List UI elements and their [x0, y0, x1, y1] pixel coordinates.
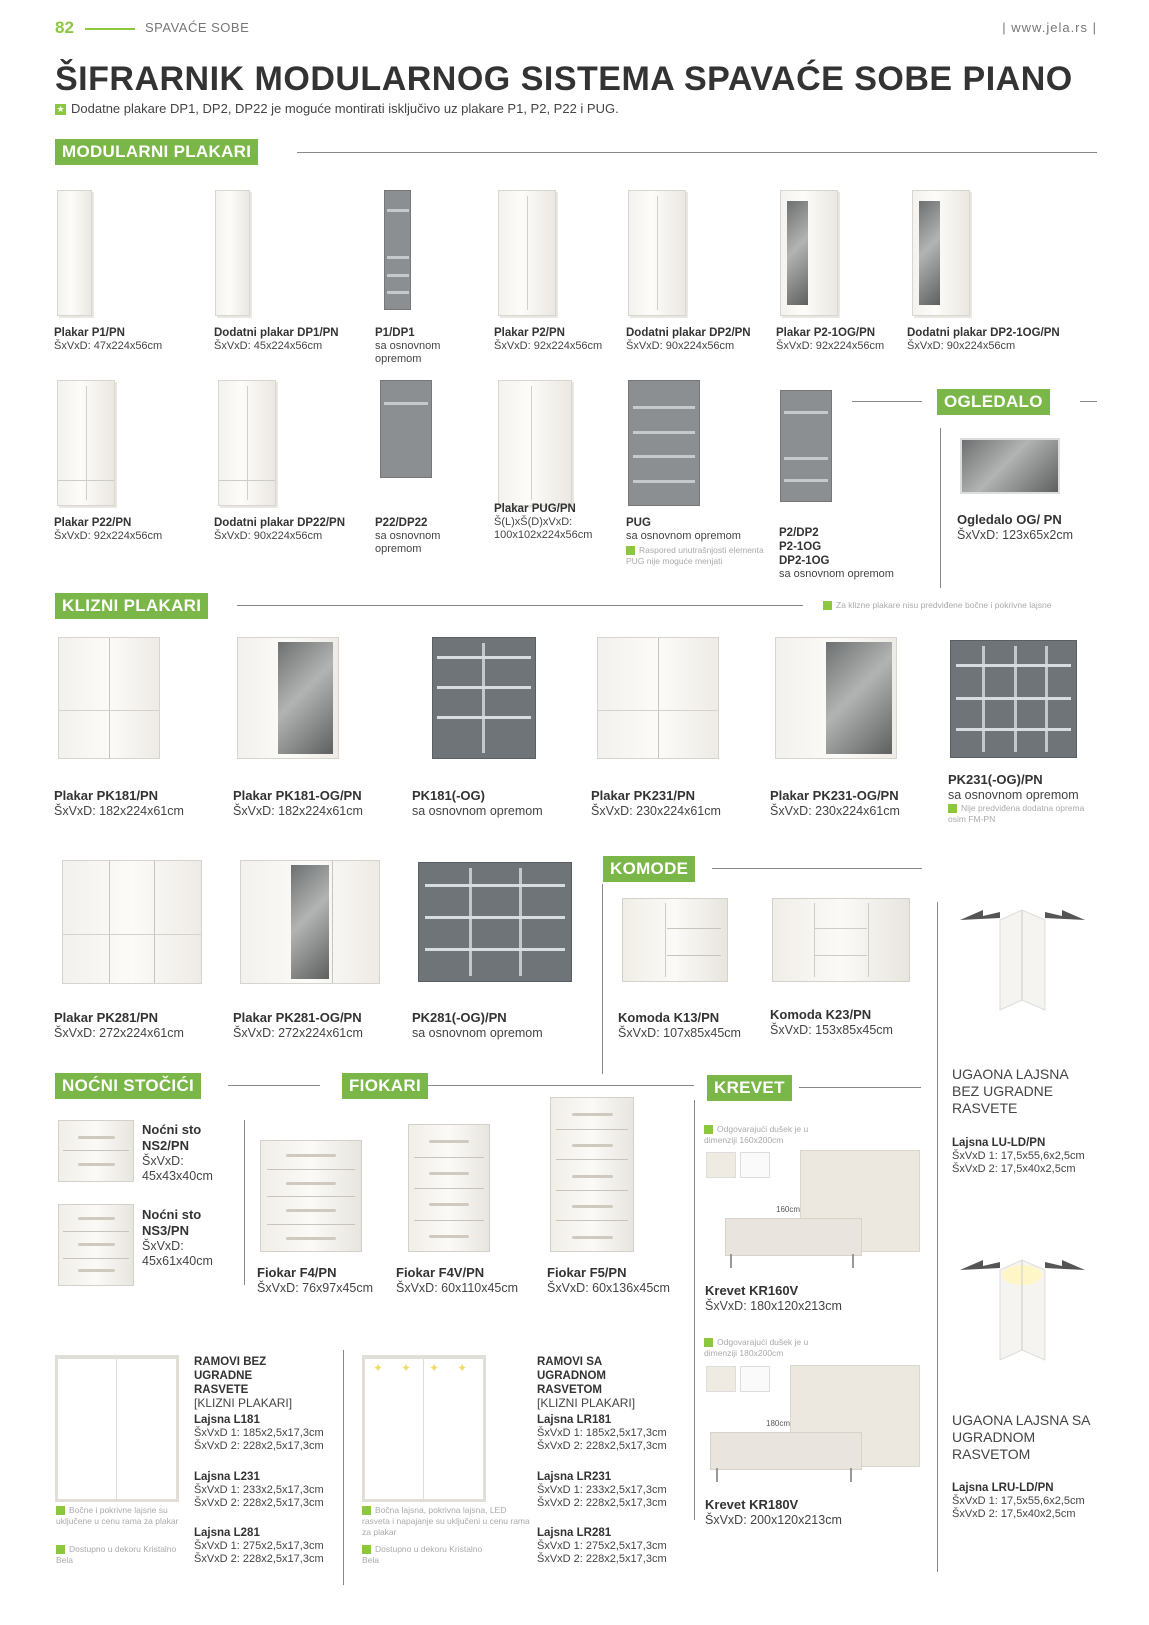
product-pk181: Plakar PK181/PN ŠxVxD: 182x224x61cm	[54, 788, 184, 818]
section-nightstands: NOĆNI STOČIĆI	[55, 1073, 201, 1099]
sliding-pk231-interior-image	[950, 640, 1077, 758]
star-icon	[362, 1545, 371, 1554]
sliding-pk231-image	[597, 637, 719, 759]
product-p1-dp1: P1/DP1 sa osnovnom opremom	[375, 327, 441, 365]
product-pk281-interior: PK281(-OG)/PN sa osnovnom opremom	[412, 1010, 543, 1040]
section-sliding: KLIZNI PLAKARI	[55, 593, 208, 619]
star-icon	[56, 1545, 65, 1554]
divider	[937, 902, 938, 1572]
section-dressers: KOMODE	[603, 856, 695, 882]
product-pk281: Plakar PK281/PN ŠxVxD: 272x224x61cm	[54, 1010, 184, 1040]
wardrobe-p2-1og-image	[780, 190, 838, 316]
wardrobe-pug-interior-image	[628, 380, 700, 506]
divider	[940, 428, 941, 588]
frames-plain-note2: Dostupno u dekoru Kristalno Bela	[56, 1544, 177, 1565]
product-lr181: Lajsna LR181 ŠxVxD 1: 185x2,5x17,3cm ŠxVxD 2: 228x2,5x17,3cm	[537, 1414, 667, 1452]
website-link[interactable]: | www.jela.rs |	[1002, 20, 1097, 35]
star-icon	[948, 804, 957, 813]
product-pk231-interior: PK231(-OG)/PN sa osnovnom opremom Nije predviđena dodatna oprema osim FM-PN	[948, 772, 1085, 824]
product-f4v: Fiokar F4V/PN ŠxVxD: 60x110x45cm	[396, 1265, 519, 1295]
wardrobe-dp1-image	[215, 190, 250, 316]
frames-plain-title: RAMOVI BEZ UGRADNE RASVETE [KLIZNI PLAKARI]	[194, 1356, 293, 1410]
product-ns3: Noćni sto NS3/PN ŠxVxD: 45x61x40cm	[142, 1207, 213, 1268]
nightstand-ns2-image	[58, 1120, 134, 1182]
sliding-note: Za klizne plakare nisu predviđene bočne i pokrivne lajsne	[823, 600, 1051, 611]
product-lr231: Lajsna LR231 ŠxVxD 1: 233x2,5x17,3cm ŠxVxD 2: 228x2,5x17,3cm	[537, 1471, 667, 1509]
product-pk231-og: Plakar PK231-OG/PN ŠxVxD: 230x224x61cm	[770, 788, 900, 818]
product-dp1: Dodatni plakar DP1/PN ŠxVxD: 45x224x56cm	[214, 327, 339, 352]
wardrobe-p2-interior-image	[780, 390, 832, 502]
sliding-pk231-og-image	[775, 637, 897, 759]
star-icon	[704, 1125, 713, 1134]
product-lr281: Lajsna LR281 ŠxVxD 1: 275x2,5x17,3cm ŠxVxD 2: 228x2,5x17,3cm	[537, 1527, 667, 1565]
product-f5: Fiokar F5/PN ŠxVxD: 60x136x45cm	[547, 1265, 670, 1295]
section-mirror: OGLEDALO	[937, 389, 1050, 415]
swatch-white	[740, 1366, 770, 1392]
mirror-og-image	[960, 438, 1060, 494]
corner-trim-led-image	[955, 1250, 1090, 1370]
bed-leg	[716, 1468, 718, 1482]
product-l231: Lajsna L231 ŠxVxD 1: 233x2,5x17,3cm ŠxVxD 2: 228x2,5x17,3cm	[194, 1471, 324, 1509]
wardrobe-p22-interior-image	[380, 380, 432, 478]
section-bed: KREVET	[707, 1075, 792, 1101]
product-dp22: Dodatni plakar DP22/PN ŠxVxD: 90x224x56cm	[214, 517, 346, 542]
product-l181: Lajsna L181 ŠxVxD 1: 185x2,5x17,3cm ŠxVxD 2: 228x2,5x17,3cm	[194, 1414, 324, 1452]
bed-leg	[850, 1468, 852, 1482]
product-pk281-og: Plakar PK281-OG/PN ŠxVxD: 272x224x61cm	[233, 1010, 363, 1040]
star-icon	[626, 546, 635, 555]
product-f4: Fiokar F4/PN ŠxVxD: 76x97x45cm	[257, 1265, 374, 1295]
bed-kr160-frame	[725, 1205, 862, 1256]
led-light-icon: ✦✦✦✦	[373, 1361, 486, 1375]
star-icon	[704, 1338, 713, 1347]
star-icon	[823, 601, 832, 610]
sliding-pk281-interior-image	[418, 862, 572, 982]
bed2-note: Odgovarajući dušek je u dimenziji 180x200cm	[704, 1337, 809, 1358]
divider	[244, 1120, 245, 1285]
product-lru-ld: Lajsna LRU-LD/PN ŠxVxD 1: 17,5x55,6x2,5cm ŠxVxD 2: 17,5x40x2,5cm	[952, 1482, 1085, 1520]
star-icon	[56, 1506, 65, 1515]
divider	[1080, 401, 1097, 402]
header-rule	[85, 28, 135, 30]
product-p2-dp2-interior: P2/DP2 P2-1OG DP2-1OG sa osnovnom opremom	[779, 527, 894, 580]
frame-led-image	[362, 1355, 486, 1502]
divider	[712, 868, 922, 869]
wardrobe-p1-image	[57, 190, 92, 316]
product-k13: Komoda K13/PN ŠxVxD: 107x85x45cm	[618, 1010, 741, 1040]
product-kr180: Krevet KR180V ŠxVxD: 200x120x213cm	[705, 1497, 842, 1527]
wardrobe-dp22-image	[218, 380, 276, 506]
product-dp2: Dodatni plakar DP2/PN ŠxVxD: 90x224x56cm	[626, 327, 751, 352]
bed2-width-label: 180cm	[766, 1419, 791, 1428]
sliding-pk281-image	[62, 860, 202, 984]
product-p22: Plakar P22/PN ŠxVxD: 92x224x56cm	[54, 517, 163, 542]
corner-trim-image	[955, 900, 1090, 1020]
bed-kr180-frame	[710, 1419, 862, 1470]
swatch-cream	[706, 1366, 736, 1392]
corner1-title: UGAONA LAJSNA BEZ UGRADNE RASVETE	[952, 1066, 1069, 1116]
bed1-note: Odgovarajući dušek je u dimenziji 160x200cm	[704, 1124, 809, 1145]
product-dp2-1og: Dodatni plakar DP2-1OG/PN ŠxVxD: 90x224x56cm	[907, 327, 1060, 352]
frames-light-note2: Dostupno u dekoru Kristalno Bela	[362, 1544, 483, 1565]
product-pk181-interior: PK181(-OG) sa osnovnom opremom	[412, 788, 543, 818]
frames-plain-note1: Bočne i pokrivne lajsne su uključene u cenu rama za plakar	[56, 1505, 179, 1526]
sliding-pk181-image	[58, 637, 160, 759]
dresser-k23-image	[772, 898, 910, 982]
divider	[799, 1087, 921, 1088]
bed-leg	[730, 1254, 732, 1268]
sliding-pk281-og-image	[240, 860, 380, 984]
product-pug: Plakar PUG/PN Š(L)xŠ(D)xVxD: 100x102x224x56cm	[494, 503, 593, 541]
dresser-k13-image	[622, 898, 728, 982]
divider	[602, 884, 603, 1074]
divider	[428, 1085, 694, 1086]
corner2-title: UGAONA LAJSNA SA UGRADNOM RASVETOM	[952, 1412, 1091, 1462]
divider	[694, 1100, 695, 1520]
chest-f5-image	[550, 1097, 634, 1252]
product-mirror: Ogledalo OG/ PN ŠxVxD: 123x65x2cm	[957, 512, 1074, 542]
frames-light-title: RAMOVI SA UGRADNOM RASVETOM [KLIZNI PLAKARI]	[537, 1356, 636, 1410]
divider	[237, 605, 803, 606]
swatch-white	[740, 1152, 770, 1178]
product-ns2: Noćni sto NS2/PN ŠxVxD: 45x43x40cm	[142, 1122, 213, 1183]
wardrobe-dp2-1og-image	[912, 190, 970, 316]
nightstand-ns3-image	[58, 1204, 134, 1286]
divider	[852, 401, 922, 402]
wardrobe-p2-image	[498, 190, 556, 316]
section-label: SPAVAĆE SOBE	[145, 20, 250, 35]
product-p1: Plakar P1/PN ŠxVxD: 47x224x56cm	[54, 327, 163, 352]
product-p22-dp22: P22/DP22 sa osnovnom opremom	[375, 517, 441, 555]
divider	[297, 152, 1097, 153]
wardrobe-p1dp1-interior-image	[384, 190, 411, 310]
divider	[343, 1350, 344, 1585]
wardrobe-pug-image	[498, 380, 572, 506]
section-drawers: FIOKARI	[342, 1073, 428, 1099]
frame-plain-image	[55, 1355, 179, 1502]
divider	[228, 1085, 320, 1086]
product-p2: Plakar P2/PN ŠxVxD: 92x224x56cm	[494, 327, 603, 352]
subtitle: ★ Dodatne plakare DP1, DP2, DP22 je moguće montirati isključivo uz plakare P1, P2, P22 i PUG.	[56, 101, 619, 116]
bed1-width-label: 160cm	[776, 1205, 801, 1214]
product-pk231: Plakar PK231/PN ŠxVxD: 230x224x61cm	[591, 788, 721, 818]
product-p2-1og: Plakar P2-1OG/PN ŠxVxD: 92x224x56cm	[776, 327, 885, 352]
star-icon: ★	[56, 104, 65, 115]
chest-f4-image	[260, 1140, 362, 1252]
sliding-pk181-interior-image	[432, 637, 536, 759]
swatch-cream	[706, 1152, 736, 1178]
star-icon	[362, 1506, 371, 1515]
product-l281: Lajsna L281 ŠxVxD 1: 275x2,5x17,3cm ŠxVxD 2: 228x2,5x17,3cm	[194, 1527, 324, 1565]
page-title: ŠIFRARNIK MODULARNOG SISTEMA SPAVAĆE SOBE PIANO	[55, 60, 1073, 98]
chest-f4v-image	[408, 1124, 490, 1252]
product-pug-interior: PUG sa osnovnom opremom Raspored unutrašnjosti elementa PUG nije moguće menjati	[626, 517, 764, 566]
section-modular: MODULARNI PLAKARI	[55, 139, 258, 165]
product-pk181-og: Plakar PK181-OG/PN ŠxVxD: 182x224x61cm	[233, 788, 363, 818]
wardrobe-dp2-image	[628, 190, 686, 316]
sliding-pk181-og-image	[237, 637, 339, 759]
product-k23: Komoda K23/PN ŠxVxD: 153x85x45cm	[770, 1007, 893, 1037]
page-number: 82	[55, 18, 74, 37]
product-lu-ld: Lajsna LU-LD/PN ŠxVxD 1: 17,5x55,6x2,5cm ŠxVxD 2: 17,5x40x2,5cm	[952, 1137, 1085, 1175]
wardrobe-p22-image	[57, 380, 115, 506]
product-kr160: Krevet KR160V ŠxVxD: 180x120x213cm	[705, 1283, 842, 1313]
frames-light-note1: Bočna lajsna, pokrivna lajsna, LED rasveta i napajanje su uključeni u cenu rama za plakar	[362, 1505, 530, 1537]
bed-leg	[852, 1254, 854, 1268]
